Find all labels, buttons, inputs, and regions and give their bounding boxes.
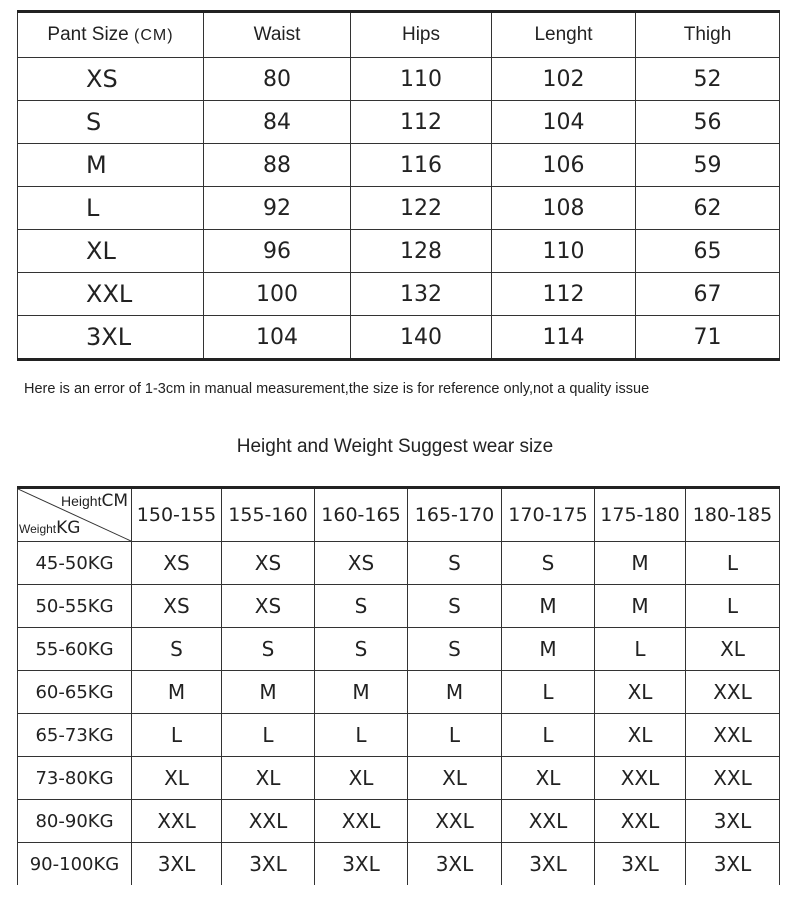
waist-cell: 84	[204, 101, 351, 144]
suggested-size-cell: XL	[595, 671, 686, 714]
suggested-size-cell: S	[408, 542, 502, 585]
thigh-cell: 62	[636, 187, 780, 230]
weight-range-cell: 80-90KG	[18, 800, 132, 843]
hips-cell: 122	[351, 187, 492, 230]
table-row	[18, 273, 780, 316]
hips-cell: 110	[351, 58, 492, 101]
suggested-size-cell: XXL	[502, 800, 595, 843]
suggested-size-cell: XS	[315, 542, 408, 585]
height-range-header: 165-170	[408, 488, 502, 542]
suggested-size-cell: L	[502, 671, 595, 714]
suggested-size-cell: XXL	[686, 714, 780, 757]
suggested-size-cell: L	[132, 714, 222, 757]
hips-cell: 132	[351, 273, 492, 316]
suggested-size-cell: XL	[408, 757, 502, 800]
suggested-size-cell: XXL	[595, 757, 686, 800]
corner-height-label	[61, 491, 128, 511]
suggested-size-cell: XXL	[686, 671, 780, 714]
suggested-size-cell: L	[686, 585, 780, 628]
corner-height-unit: CM	[101, 491, 128, 511]
height-range-header: 180-185	[686, 488, 780, 542]
suggested-size-cell: XS	[222, 585, 315, 628]
pant-size-table	[17, 10, 780, 361]
table-row	[18, 585, 780, 628]
header-pant-size	[18, 12, 204, 58]
table-row	[18, 316, 780, 360]
table-row	[18, 843, 780, 886]
suggested-size-cell: L	[315, 714, 408, 757]
length-cell: 112	[492, 273, 636, 316]
waist-cell: 100	[204, 273, 351, 316]
waist-cell: 96	[204, 230, 351, 273]
height-range-header: 155-160	[222, 488, 315, 542]
suggested-size-cell: XL	[132, 757, 222, 800]
table-row	[18, 101, 780, 144]
suggested-size-cell: S	[132, 628, 222, 671]
waist-cell: 104	[204, 316, 351, 360]
suggested-size-cell: L	[686, 542, 780, 585]
header-pant-size-label: Pant Size	[47, 24, 129, 45]
suggested-size-cell: 3XL	[408, 843, 502, 886]
suggested-size-cell: S	[408, 585, 502, 628]
suggested-size-cell: M	[595, 542, 686, 585]
size-table-header-row	[18, 12, 780, 58]
suggested-size-cell: S	[222, 628, 315, 671]
suggested-size-cell: XS	[132, 585, 222, 628]
suggested-size-cell: M	[222, 671, 315, 714]
height-weight-table	[17, 486, 780, 885]
weight-range-cell: 73-80KG	[18, 757, 132, 800]
suggested-size-cell: 3XL	[595, 843, 686, 886]
suggested-size-cell: M	[132, 671, 222, 714]
table-row	[18, 187, 780, 230]
size-cell: S	[18, 101, 204, 144]
suggested-size-cell: 3XL	[686, 800, 780, 843]
corner-weight-unit: KG	[56, 518, 81, 538]
suggested-size-cell: S	[502, 542, 595, 585]
height-range-header: 170-175	[502, 488, 595, 542]
thigh-cell: 56	[636, 101, 780, 144]
suggested-size-cell: L	[502, 714, 595, 757]
table-row	[18, 230, 780, 273]
suggested-size-cell: L	[595, 628, 686, 671]
size-cell: XXL	[18, 273, 204, 316]
weight-range-cell: 55-60KG	[18, 628, 132, 671]
thigh-cell: 65	[636, 230, 780, 273]
header-hips: Hips	[351, 12, 492, 58]
hips-cell: 140	[351, 316, 492, 360]
suggested-size-cell: M	[502, 628, 595, 671]
measurement-note: Here is an error of 1-3cm in manual measurement,the size is for reference only,not a quality issue	[24, 381, 650, 397]
size-cell: XS	[18, 58, 204, 101]
suggested-size-cell: S	[408, 628, 502, 671]
suggested-size-cell: 3XL	[502, 843, 595, 886]
suggested-size-cell: M	[595, 585, 686, 628]
height-range-header: 150-155	[132, 488, 222, 542]
thigh-cell: 71	[636, 316, 780, 360]
suggested-size-cell: XXL	[686, 757, 780, 800]
suggested-size-cell: 3XL	[686, 843, 780, 886]
weight-range-cell: 50-55KG	[18, 585, 132, 628]
table-row	[18, 757, 780, 800]
size-cell: L	[18, 187, 204, 230]
suggested-size-cell: 3XL	[132, 843, 222, 886]
length-cell: 106	[492, 144, 636, 187]
suggested-size-cell: M	[315, 671, 408, 714]
suggested-size-cell: L	[408, 714, 502, 757]
height-range-header: 175-180	[595, 488, 686, 542]
suggested-size-cell: M	[408, 671, 502, 714]
suggested-size-cell: 3XL	[315, 843, 408, 886]
header-pant-size-unit: (CM)	[134, 27, 174, 44]
suggested-size-cell: XXL	[408, 800, 502, 843]
suggested-size-cell: XL	[502, 757, 595, 800]
waist-cell: 92	[204, 187, 351, 230]
thigh-cell: 59	[636, 144, 780, 187]
hips-cell: 112	[351, 101, 492, 144]
suggested-size-cell: XL	[686, 628, 780, 671]
length-cell: 108	[492, 187, 636, 230]
corner-header-cell	[18, 488, 132, 542]
weight-range-cell: 45-50KG	[18, 542, 132, 585]
header-waist: Waist	[204, 12, 351, 58]
corner-weight-label	[19, 518, 80, 538]
suggested-size-cell: XL	[222, 757, 315, 800]
suggested-size-cell: XXL	[315, 800, 408, 843]
header-thigh: Thigh	[636, 12, 780, 58]
hips-cell: 116	[351, 144, 492, 187]
hips-cell: 128	[351, 230, 492, 273]
length-cell: 110	[492, 230, 636, 273]
waist-cell: 88	[204, 144, 351, 187]
header-length: Lenght	[492, 12, 636, 58]
suggest-section-title: Height and Weight Suggest wear size	[236, 436, 554, 457]
size-cell: M	[18, 144, 204, 187]
height-range-header: 160-165	[315, 488, 408, 542]
suggested-size-cell: 3XL	[222, 843, 315, 886]
table-row	[18, 58, 780, 101]
suggest-header-row	[18, 488, 780, 542]
table-row	[18, 800, 780, 843]
weight-range-cell: 65-73KG	[18, 714, 132, 757]
thigh-cell: 67	[636, 273, 780, 316]
table-row	[18, 542, 780, 585]
length-cell: 114	[492, 316, 636, 360]
weight-range-cell: 60-65KG	[18, 671, 132, 714]
length-cell: 102	[492, 58, 636, 101]
corner-weight-text: Weight	[19, 522, 57, 536]
table-row	[18, 628, 780, 671]
size-cell: 3XL	[18, 316, 204, 360]
table-row	[18, 144, 780, 187]
weight-range-cell: 90-100KG	[18, 843, 132, 886]
length-cell: 104	[492, 101, 636, 144]
waist-cell: 80	[204, 58, 351, 101]
suggested-size-cell: S	[315, 628, 408, 671]
suggested-size-cell: S	[315, 585, 408, 628]
suggested-size-cell: XXL	[132, 800, 222, 843]
size-cell: XL	[18, 230, 204, 273]
suggested-size-cell: L	[222, 714, 315, 757]
table-row	[18, 671, 780, 714]
suggested-size-cell: XXL	[595, 800, 686, 843]
corner-height-text: Height	[60, 493, 102, 509]
suggested-size-cell: M	[502, 585, 595, 628]
suggested-size-cell: XS	[222, 542, 315, 585]
thigh-cell: 52	[636, 58, 780, 101]
table-row	[18, 714, 780, 757]
suggested-size-cell: XL	[315, 757, 408, 800]
suggested-size-cell: XL	[595, 714, 686, 757]
suggested-size-cell: XXL	[222, 800, 315, 843]
suggested-size-cell: XS	[132, 542, 222, 585]
